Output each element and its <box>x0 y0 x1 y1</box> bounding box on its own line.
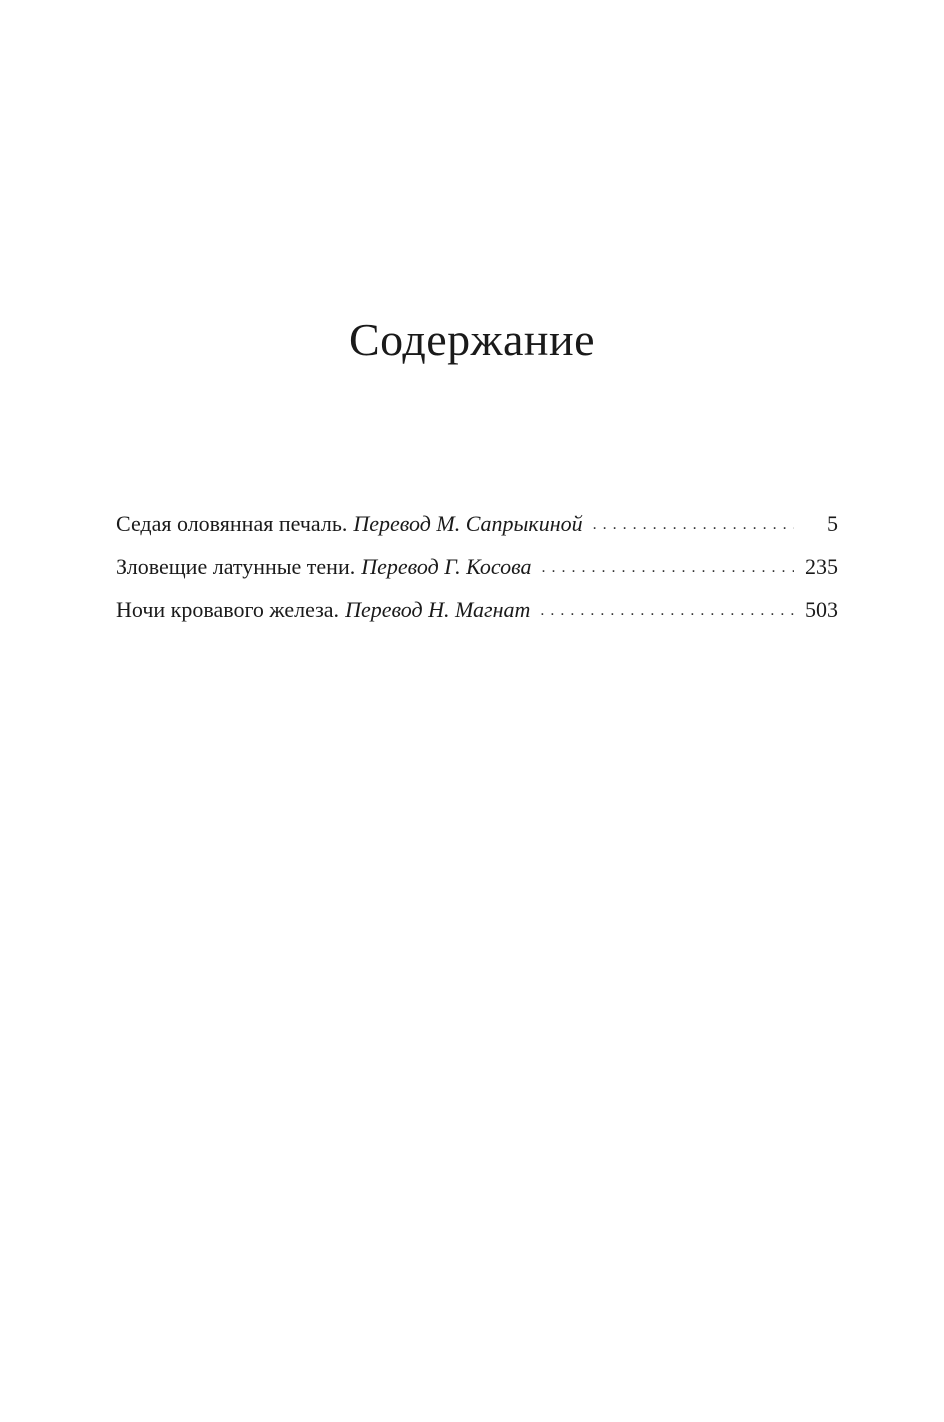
entry-translator: Перевод Г. Косова <box>361 554 532 579</box>
dot-leader <box>542 548 795 588</box>
entry-translator: Перевод М. Сапрыкиной <box>353 511 583 536</box>
entry-title: Седая оловянная печаль. <box>116 511 348 536</box>
table-of-contents <box>116 504 838 633</box>
entry-page-number: 503 <box>805 597 838 622</box>
toc-entry[interactable] <box>116 590 838 633</box>
dot-leader <box>593 505 794 545</box>
entry-page-number: 235 <box>805 554 838 579</box>
entry-translator: Перевод Н. Магнат <box>345 597 531 622</box>
toc-entry[interactable] <box>116 504 838 547</box>
page-title: Содержание <box>348 314 596 365</box>
toc-entry[interactable] <box>116 547 838 590</box>
entry-page-number: 5 <box>827 511 838 536</box>
dot-leader <box>540 591 794 631</box>
entry-title: Ночи кровавого железа. <box>116 597 340 622</box>
entry-title: Зловещие латунные тени. <box>116 554 356 579</box>
